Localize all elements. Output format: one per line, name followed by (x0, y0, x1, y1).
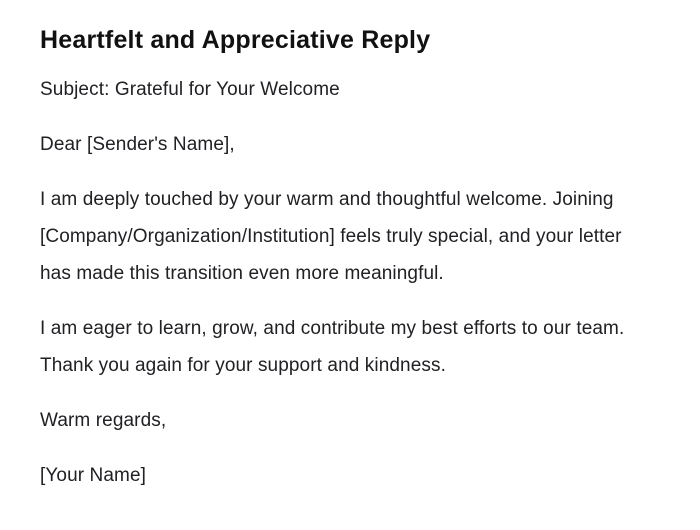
signature: [Your Name] (40, 464, 147, 486)
closing: Warm regards, (40, 409, 167, 431)
salutation: Dear [Sender's Name], (40, 133, 235, 155)
body-paragraph: I am deeply touched by your warm and thoughtful welcome. Joining [Company/Organization/Institution] feels truly special, and your letter has made this transition even more meaningful. (40, 188, 622, 284)
body-paragraph: I am eager to learn, grow, and contribute my best efforts to our team. Thank you again for your support and kindness. (40, 317, 625, 376)
document-title: Heartfelt and Appreciative Reply (40, 26, 431, 54)
subject-line: Subject: Grateful for Your Welcome (40, 78, 340, 100)
